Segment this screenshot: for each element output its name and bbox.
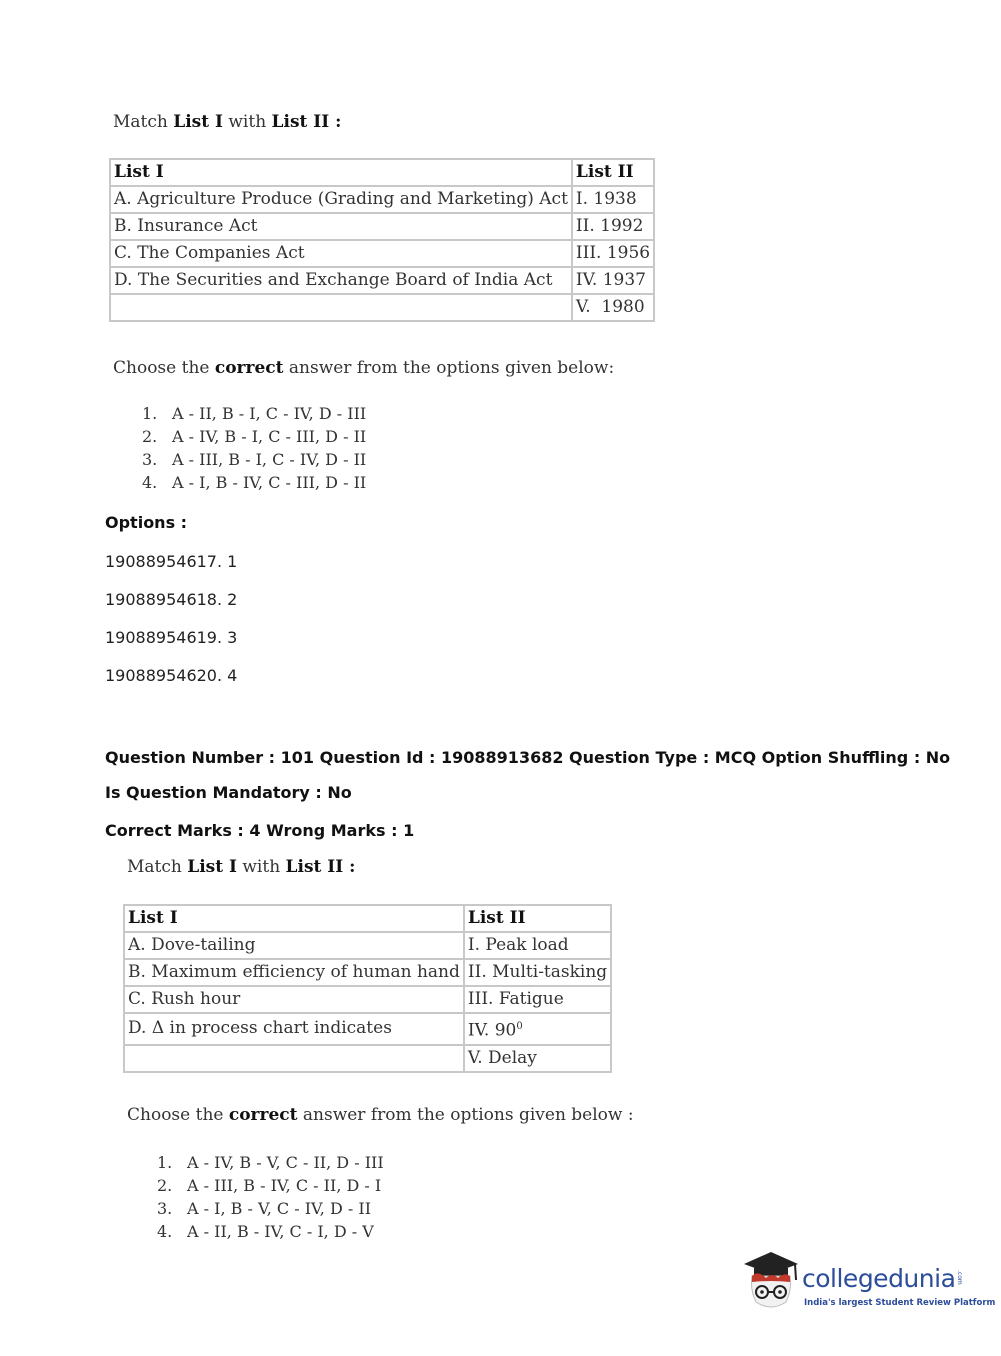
table-cell: I. 1938	[572, 186, 654, 213]
brand-suffix: .com	[956, 1270, 963, 1285]
table-cell: III. Fatigue	[464, 986, 611, 1013]
option-item: 19088954620. 4	[105, 666, 238, 685]
question-meta-line: Question Number : 101 Question Id : 19088913682 Question Type : MCQ Option Shuffling : No	[105, 748, 951, 767]
table-row	[124, 959, 611, 986]
question-marks: Correct Marks : 4 Wrong Marks : 1	[105, 821, 415, 840]
answer-item	[142, 471, 366, 494]
choose-text: answer from the options given below :	[297, 1105, 634, 1125]
column-header: List I	[124, 905, 464, 932]
prompt-text: with	[222, 112, 272, 132]
table-cell: II. 1992	[572, 213, 654, 240]
answer-text: A - III, B - I, C - IV, D - II	[172, 450, 367, 469]
table-row	[124, 1013, 611, 1045]
table-row	[110, 267, 654, 294]
table-header-row	[124, 905, 611, 932]
table-cell: III. 1956	[572, 240, 654, 267]
choose-bold: correct	[214, 358, 284, 378]
table-cell: V. Delay	[464, 1045, 611, 1072]
table-cell: D. Δ in process chart indicates	[124, 1013, 464, 1045]
prompt-list1: List I	[173, 112, 223, 132]
answer-text: A - III, B - IV, C - II, D - I	[187, 1176, 382, 1195]
table-row	[110, 213, 654, 240]
answer-item	[157, 1174, 384, 1197]
prompt-text: Match	[113, 112, 174, 132]
question-mandatory: Is Question Mandatory : No	[105, 783, 352, 802]
table-row	[124, 986, 611, 1013]
prompt-text: with	[236, 857, 286, 877]
column-header: List I	[110, 159, 572, 186]
answer-item	[142, 425, 366, 448]
table-cell: II. Multi-tasking	[464, 959, 611, 986]
answer-item	[157, 1197, 384, 1220]
q2-choose-instruction	[127, 1105, 634, 1125]
prompt-list2: List II	[285, 857, 344, 877]
option-item: 19088954617. 1	[105, 552, 238, 571]
table-cell	[110, 294, 572, 321]
table-cell	[124, 1045, 464, 1072]
answer-number: 3.	[157, 1199, 173, 1218]
answer-number: 2.	[157, 1176, 173, 1195]
table-cell: D. The Securities and Exchange Board of India Act	[110, 267, 572, 294]
answer-text: A - I, B - V, C - IV, D - II	[187, 1199, 372, 1218]
q1-choose-instruction	[113, 358, 614, 378]
table-cell: I. Peak load	[464, 932, 611, 959]
table-cell: A. Dove-tailing	[124, 932, 464, 959]
table-cell: A. Agriculture Produce (Grading and Marketing) Act	[110, 186, 572, 213]
brand-name: collegedunia	[802, 1264, 956, 1293]
answer-number: 1.	[142, 404, 158, 423]
choose-bold: correct	[228, 1105, 298, 1125]
answer-number: 4.	[157, 1222, 173, 1241]
collegedunia-logo	[740, 1250, 996, 1320]
q2-answer-list	[157, 1151, 384, 1243]
table-row	[110, 240, 654, 267]
answer-number: 3.	[142, 450, 158, 469]
choose-text: Choose the	[113, 358, 215, 378]
options-heading: Options :	[105, 513, 188, 532]
answer-number: 4.	[142, 473, 158, 492]
answer-number: 2.	[142, 427, 158, 446]
table-cell: C. The Companies Act	[110, 240, 572, 267]
q1-prompt	[113, 112, 341, 132]
answer-text: A - I, B - IV, C - III, D - II	[172, 473, 367, 492]
table-cell: V. 1980	[572, 294, 654, 321]
option-item: 19088954619. 3	[105, 628, 238, 647]
prompt-colon: :	[329, 112, 342, 132]
column-header: List II	[572, 159, 654, 186]
degree-superscript: 0	[516, 1021, 523, 1032]
q1-match-table	[109, 158, 655, 322]
prompt-list2: List II	[271, 112, 330, 132]
table-row	[124, 932, 611, 959]
table-cell	[464, 1013, 611, 1045]
answer-text: A - II, B - I, C - IV, D - III	[172, 404, 367, 423]
option-item: 19088954618. 2	[105, 590, 238, 609]
answer-item	[157, 1151, 384, 1174]
q2-prompt	[127, 857, 355, 877]
brand-tagline: India's largest Student Review Platform	[804, 1298, 996, 1308]
table-cell: B. Maximum efficiency of human hand	[124, 959, 464, 986]
table-cell: C. Rush hour	[124, 986, 464, 1013]
prompt-colon: :	[343, 857, 356, 877]
mascot-icon	[740, 1250, 802, 1316]
answer-item	[157, 1220, 384, 1243]
answer-item	[142, 402, 366, 425]
table-row	[110, 294, 654, 321]
prompt-list1: List I	[187, 857, 237, 877]
answer-number: 1.	[157, 1153, 173, 1172]
table-header-row	[110, 159, 654, 186]
answer-text: A - IV, B - I, C - III, D - II	[172, 427, 367, 446]
table-cell: IV. 1937	[572, 267, 654, 294]
cell-text: IV. 90	[467, 1020, 517, 1041]
table-cell: B. Insurance Act	[110, 213, 572, 240]
q1-answer-list	[142, 402, 366, 494]
answer-text: A - IV, B - V, C - II, D - III	[187, 1153, 384, 1172]
answer-item	[142, 448, 366, 471]
prompt-text: Match	[127, 857, 188, 877]
table-row	[124, 1045, 611, 1072]
table-row	[110, 186, 654, 213]
choose-text: answer from the options given below:	[283, 358, 615, 378]
q2-match-table	[123, 904, 612, 1073]
choose-text: Choose the	[127, 1105, 229, 1125]
column-header: List II	[464, 905, 611, 932]
answer-text: A - II, B - IV, C - I, D - V	[187, 1222, 374, 1241]
